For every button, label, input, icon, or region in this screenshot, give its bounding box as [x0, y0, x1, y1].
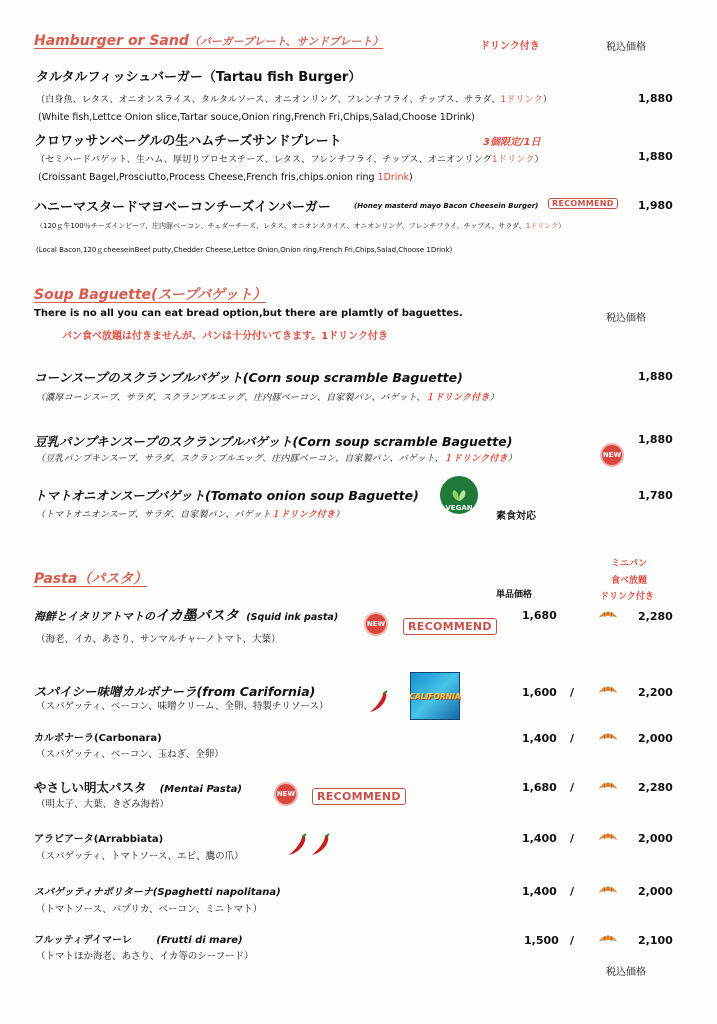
tax-included-label: 税込価格 [606, 967, 646, 978]
menu-item-price: 1,880 [638, 92, 673, 105]
menu-item-price: 1,400 [522, 885, 557, 898]
croissant-icon [598, 932, 618, 944]
menu-item-price: 1,680 [522, 609, 557, 622]
menu-item-desc: （セミハードバゲット、生ハム、厚切りプロセスチーズ、レタス、フレンチフライ、チップス、オニオンリング1ドリンク） [36, 155, 544, 165]
menu-item-desc: （海老、イカ、あさり、サンマルチャーノトマト、大葉） [36, 634, 281, 645]
chili-pepper-icon [310, 833, 332, 857]
separator-slash: / [570, 686, 575, 699]
menu-item-title: ハニーマスタードマヨベーコンチーズインバーガー [34, 200, 331, 215]
menu-item-price: 1,880 [638, 433, 673, 446]
menu-item-price: 1,680 [522, 781, 557, 794]
menu-item-set-price: 2,000 [638, 832, 673, 845]
new-badge: NEW [602, 445, 622, 465]
chili-pepper-icon [368, 690, 390, 714]
menu-item-set-price: 2,000 [638, 885, 673, 898]
croissant-icon [598, 779, 618, 791]
new-badge: NEW [276, 784, 296, 804]
menu-item-desc: （濃厚コーンスープ、サラダ、スクランブルエッグ、庄内豚ベーコン、自家製パン、バゲット、１ドリンク付き） [36, 393, 499, 403]
menu-item-desc-en: (Croissant Bagel,Prosciutto,Process Cheese,French fris,chips.onion ring 1Drink) [38, 172, 413, 183]
menu-item-price: 1,880 [638, 370, 673, 383]
croissant-icon [598, 883, 618, 895]
tax-included-label: 税込価格 [606, 42, 646, 53]
menu-item-title: クロワッサンベーグルの生ハムチーズサンドプレート [34, 134, 342, 149]
drink-included-label: ドリンク付き [480, 41, 540, 52]
separator-slash: / [570, 885, 575, 898]
menu-item-subtitle: (Honey masterd mayo Bacon Cheesein Burger) [354, 202, 539, 210]
menu-item-desc: （トマトオニオンスープ、サラダ、自家製パン、バゲット１ドリンク付き） [36, 510, 345, 520]
menu-item-title: スパイシー味噌カルボナーラ(from Carifornia) [34, 684, 316, 699]
menu-item-desc: （スパゲッティ、ベーコン、味噌クリーム、全卵、特製チリソース） [36, 701, 329, 712]
recommend-badge: RECOMMEND [548, 198, 618, 209]
vegan-note: 素食対応 [496, 511, 536, 522]
menu-item-title: 海鮮とイタリアトマトのイカ墨パスタ (Squid ink pasta) [34, 608, 339, 624]
menu-item-title: フルッティデイマーレ (Frutti di mare) [34, 935, 243, 946]
menu-item-title: カルボナーラ(Carbonara) [34, 733, 162, 744]
menu-item-price: 1,880 [638, 150, 673, 163]
vegan-badge: VEGAN [440, 476, 478, 514]
menu-item-desc: （明太子、大葉、きざみ海苔） [36, 799, 170, 810]
chili-pepper-icon [287, 833, 309, 857]
section-title-jp: （バーガープレート、サンドプレート） [188, 35, 384, 48]
menu-item-title: トマトオニオンスープバゲット(Tomato onion soup Baguette) [34, 488, 419, 503]
menu-item-desc-en: (White fish,Lettce Onion slice,Tartar souce,Onion ring,French Fri,Chips,Salad,Choose 1Drink) [38, 112, 475, 123]
menu-item-set-price: 2,100 [638, 934, 673, 947]
menu-item-desc-en: (Local Bacon,120ｇcheeseinBeef putty,Chedder Cheese,Lettce Onion,Onion ring,French Fri,Chips,Salad,Choose 1Drink) [36, 246, 453, 254]
recommend-badge: RECOMMEND [312, 788, 406, 805]
leaf-icon [450, 488, 468, 502]
croissant-icon [598, 608, 618, 620]
menu-item-desc: （白身魚、レタス、オニオンスライス、タルタルソース、オニオンリング、フレンチフライ、チップス、サラダ、1ドリンク） [36, 95, 553, 105]
section-title-pasta: Pasta（パスタ） [34, 571, 148, 587]
menu-item-title: 豆乳パンプキンスープのスクランブルバゲット(Corn soup scramble Baguette) [34, 434, 513, 449]
soup-note-en: There is no all you can eat bread option,but there are plamtly of baguettes. [34, 308, 463, 319]
menu-item-price: 1,980 [638, 199, 673, 212]
menu-item-price: 1,400 [522, 832, 557, 845]
menu-item-desc: （120ｇ牛100％チーズインビーフ、庄内豚ベーコン、チェダーチーズ、レタス、オニオンスライス、オニオンリング、フレンチフライ、チップス、サラダ、1ドリンク） [36, 222, 566, 230]
tax-included-label: 税込価格 [606, 313, 646, 324]
california-logo: CALIFORNIA [410, 672, 460, 720]
separator-slash: / [570, 732, 575, 745]
col-set-label-1: ミニパン [611, 559, 648, 569]
separator-slash: / [570, 832, 575, 845]
menu-item-set-price: 2,200 [638, 686, 673, 699]
croissant-icon [598, 830, 618, 842]
col-set-label-3: ドリンク付き [600, 592, 654, 602]
section-title-hamburger [34, 33, 383, 49]
menu-item-title: コーンスープのスクランブルバゲット(Corn soup scramble Baguette) [34, 370, 463, 385]
menu-item-desc: （豆乳パンプキンスープ、サラダ、スクランブルエッグ、庄内豚ベーコン、自家製パン、バゲット、１ドリンク付き） [36, 454, 517, 464]
menu-item-price: 1,780 [638, 489, 673, 502]
recommend-badge: RECOMMEND [403, 618, 497, 635]
menu-item-title: アラビアータ(Arrabbiata) [34, 834, 164, 845]
menu-item-title: やさしい明太パスタ (Mentai Pasta) [34, 780, 242, 795]
croissant-icon [598, 683, 618, 695]
menu-item-price: 1,600 [522, 686, 557, 699]
separator-slash: / [570, 934, 575, 947]
croissant-icon [598, 730, 618, 742]
menu-item-set-price: 2,280 [638, 610, 673, 623]
menu-item-set-price: 2,000 [638, 732, 673, 745]
menu-item-desc: （トマトほか海老、あさり、イカ等のシーフード） [36, 951, 254, 962]
menu-item-price: 1,400 [522, 732, 557, 745]
col-set-label-2: 食べ放題 [611, 576, 648, 586]
menu-item-desc: （スパゲッティ、トマトソース、エビ、鷹の爪） [36, 851, 244, 862]
soup-note-jp: パン食べ放題は付きませんが、パンは十分付いてきます。1ドリンク付き [62, 331, 388, 342]
menu-item-desc: （トマトソース、パプリカ、ベーコン、ミニトマト） [36, 904, 263, 915]
menu-item-set-price: 2,280 [638, 781, 673, 794]
menu-item-price: 1,500 [524, 934, 559, 947]
menu-item-title: タルタルフィッシュバーガー（Tartau fish Burger） [36, 70, 362, 85]
limited-label: 3個限定/1日 [483, 137, 541, 148]
new-badge: NEW [366, 614, 386, 634]
menu-item-desc: （スパゲッティ、ベーコン、玉ねぎ、全卵） [36, 749, 224, 760]
separator-slash: / [570, 781, 575, 794]
col-single-label: 単品価格 [496, 590, 533, 600]
section-title-soup: Soup Baguette(スープバゲット） [34, 287, 267, 303]
section-title-en: Hamburger or Sand [34, 33, 189, 49]
menu-item-title: スパゲッティナポリターナ(Spaghetti napolitana) [34, 887, 281, 898]
